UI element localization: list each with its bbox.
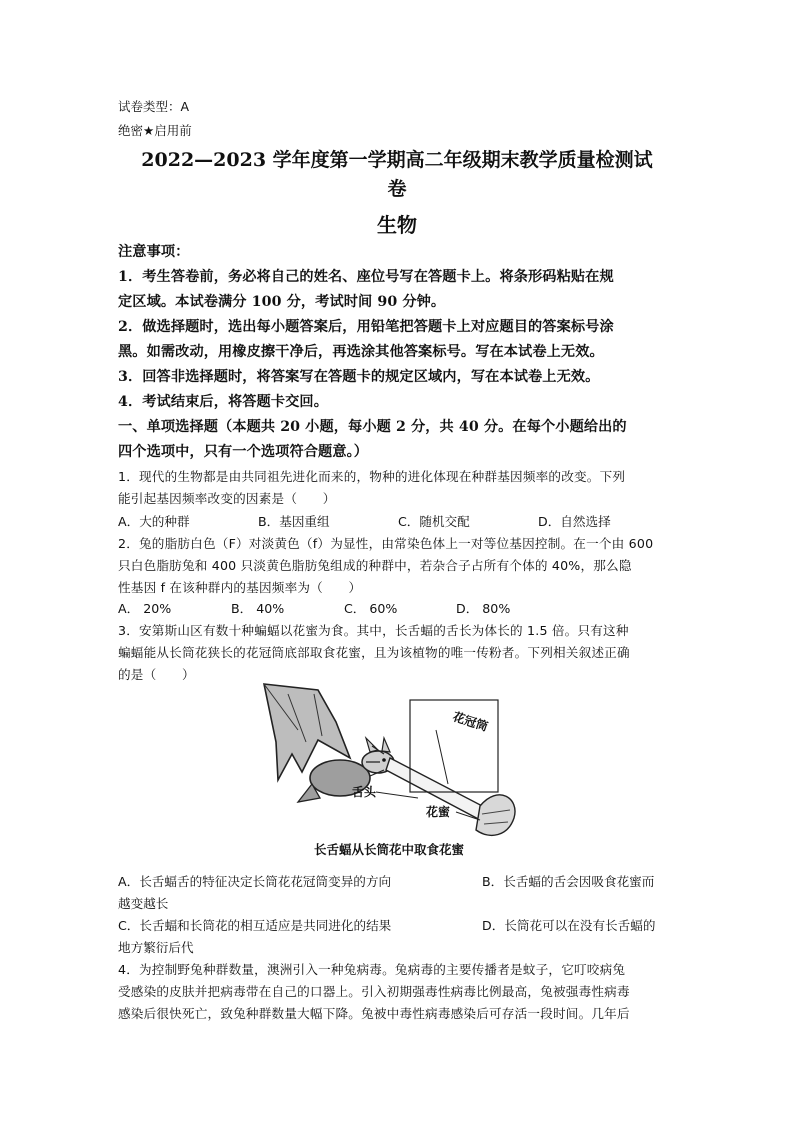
q3-option-d: D．长筒花可以在没有长舌蝠的 <box>482 918 656 933</box>
label-corolla-tube: 花冠筒 <box>451 709 490 734</box>
confidential-mark: 绝密★启用前 <box>118 123 192 138</box>
q2-option-a: A． 20% <box>118 601 172 616</box>
q1-stem: 1．现代的生物都是由共同祖先进化而来的，物种的进化体现在种群基因频率的改变。下列 <box>118 469 626 484</box>
q2-stem-cont2: 性基因 f 在该种群内的基因频率为（ ） <box>118 580 362 595</box>
label-tongue: 舌头 <box>352 785 377 799</box>
q2-option-b: B． 40% <box>231 601 285 616</box>
notice-item-3: 3．回答非选择题时，将答案写在答题卡的规定区域内，写在本试卷上无效。 <box>118 369 600 385</box>
q4-stem-cont: 受感染的皮肤并把病毒带在自己的口器上。引入初期强毒性病毒比例最高，兔被强毒性病毒 <box>118 984 630 999</box>
paper-type: 试卷类型：A <box>118 99 190 114</box>
q2-stem-cont: 只白色脂肪兔和 400 只淡黄色脂肪兔组成的种群中，若杂合子占所有个体的 40%，那么隐 <box>118 558 632 573</box>
notice-item-4: 4．考试结束后，将答题卡交回。 <box>118 394 328 410</box>
exam-title: 2022—2023 学年度第一学期高二年级期末教学质量检测试 <box>141 149 653 171</box>
q3-option-b-cont: 越变越长 <box>118 896 169 911</box>
q1-option-c: C．随机交配 <box>398 514 470 529</box>
q1-option-a: A．大的种群 <box>118 514 190 529</box>
section-heading-cont: 四个选项中，只有一个选项符合题意。） <box>118 444 369 460</box>
q3-stem-cont2: 的是（ ） <box>118 667 195 682</box>
q3-option-b: B．长舌蝠的舌会因吸食花蜜而 <box>482 874 655 889</box>
q1-option-d: D．自然选择 <box>538 514 611 529</box>
notice-item-2: 2．做选择题时，选出每小题答案后，用铅笔把答题卡上对应题目的答案标号涂 <box>118 319 614 335</box>
subject-title: 生物 <box>377 213 417 237</box>
q2-stem: 2．兔的脂肪白色（F）对淡黄色（f）为显性，由常染色体上一对等位基因控制。在一个由 600 <box>118 536 654 551</box>
q4-stem-cont2: 感染后很快死亡，致兔种群数量大幅下降。兔被中毒性病毒感染后可存活一段时间。几年后 <box>118 1006 630 1021</box>
q3-stem: 3．安第斯山区有数十种蝙蝠以花蜜为食。其中，长舌蝠的舌长为体长的 1.5 倍。只有这种 <box>118 623 629 638</box>
label-nectar: 花蜜 <box>426 805 451 819</box>
notice-item-1-cont: 定区域。本试卷满分 100 分，考试时间 90 分钟。 <box>118 294 446 310</box>
flower-calyx <box>476 795 515 836</box>
figure-caption: 长舌蝠从长筒花中取食花蜜 <box>313 842 465 857</box>
bat-flower-figure <box>258 680 520 860</box>
section-heading: 一、单项选择题（本题共 20 小题，每小题 2 分，共 40 分。在每个小题给出的 <box>118 419 627 435</box>
q1-option-b: B．基因重组 <box>258 514 330 529</box>
q1-stem-cont: 能引起基因频率改变的因素是（ ） <box>118 491 336 506</box>
q3-option-c: C．长舌蝠和长筒花的相互适应是共同进化的结果 <box>118 918 392 933</box>
notice-item-2-cont: 黑。如需改动，用橡皮擦干净后，再选涂其他答案标号。写在本试卷上无效。 <box>118 344 604 360</box>
q4-stem: 4．为控制野兔种群数量，澳洲引入一种兔病毒。兔病毒的主要传播者是蚊子，它叮咬病兔 <box>118 962 626 977</box>
q2-option-d: D． 80% <box>456 601 511 616</box>
notice-heading: 注意事项： <box>118 244 190 260</box>
exam-title-continued: 卷 <box>387 178 407 200</box>
q3-option-d-cont: 地方繁衍后代 <box>118 940 194 955</box>
q3-option-a: A．长舌蝠舌的特征决定长筒花花冠筒变异的方向 <box>118 874 392 889</box>
notice-item-1: 1．考生答卷前，务必将自己的姓名、座位号写在答题卡上。将条形码粘贴在规 <box>118 269 614 285</box>
q2-option-c: C． 60% <box>344 601 398 616</box>
bat-flower-illustration <box>258 680 520 860</box>
q3-stem-cont: 蝙蝠能从长筒花狭长的花冠筒底部取食花蜜，且为该植物的唯一传粉者。下列相关叙述正确 <box>118 645 630 660</box>
